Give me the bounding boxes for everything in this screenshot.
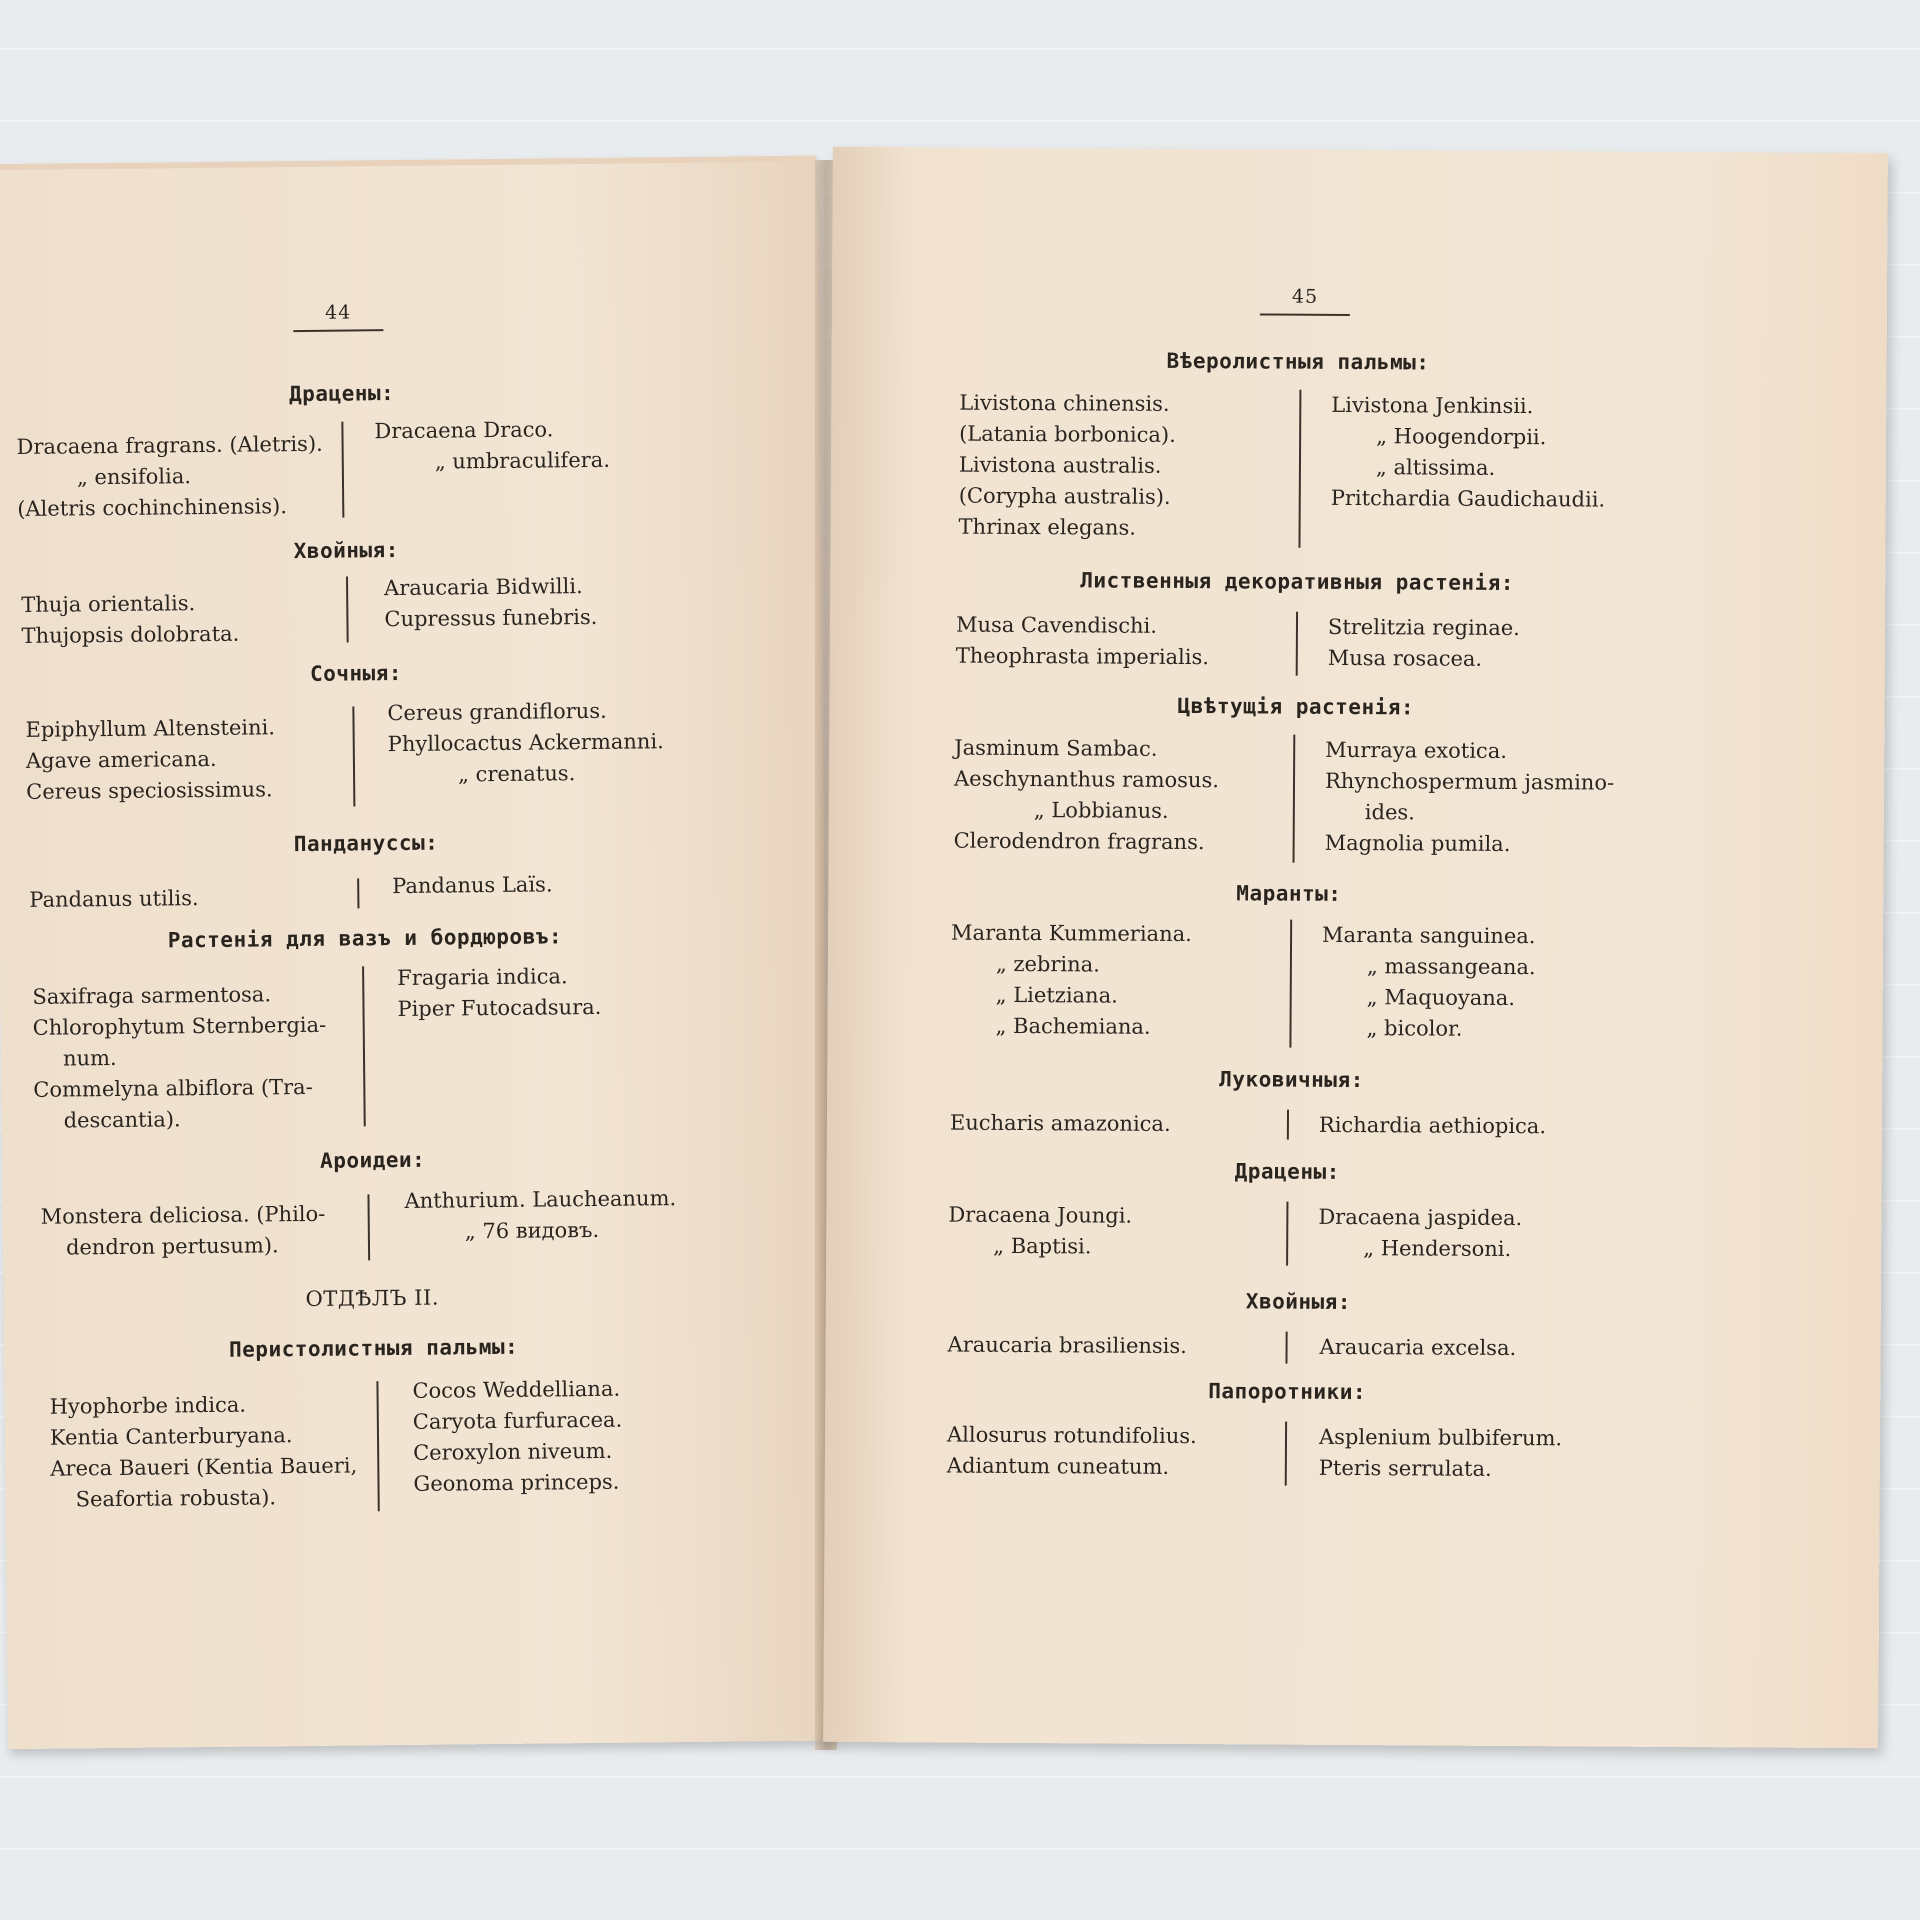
list-item: Agave americana. bbox=[25, 746, 217, 773]
list-item: ides. bbox=[1364, 800, 1415, 825]
column-right bbox=[1318, 1202, 1522, 1265]
list-item: Livistona chinensis. bbox=[959, 390, 1170, 416]
section-title: Пандануссы: bbox=[293, 830, 439, 857]
list-item: Allosurus rotundifolius. bbox=[946, 1422, 1197, 1449]
list-item: „ massangeana. bbox=[1366, 954, 1536, 980]
list-item: Ceroxylon niveum. bbox=[413, 1438, 613, 1465]
column-left bbox=[950, 918, 1192, 1043]
column-right bbox=[1331, 390, 1606, 516]
division-heading: ОТДѢЛЪ II. bbox=[305, 1285, 440, 1312]
list-item: Kentia Canterburyana. bbox=[49, 1423, 293, 1450]
list-item: Araucaria excelsa. bbox=[1319, 1334, 1517, 1361]
column-left bbox=[41, 1199, 326, 1264]
column-right bbox=[1321, 920, 1535, 1045]
list-item: Cereus speciosissimus. bbox=[26, 777, 273, 804]
list-item: „ bicolor. bbox=[1366, 1016, 1463, 1041]
list-item: Monstera deliciosa. (Philo- bbox=[40, 1201, 326, 1229]
list-item: num. bbox=[62, 1045, 117, 1071]
list-item: Dracaena jaspidea. bbox=[1318, 1204, 1523, 1231]
column-right bbox=[1325, 735, 1615, 861]
list-item: Pteris serrulata. bbox=[1318, 1455, 1492, 1481]
section-title: Лиственныя декоративныя растенія: bbox=[1080, 568, 1515, 596]
section-title: Драцены: bbox=[1234, 1159, 1340, 1184]
list-item: Epiphyllum Altensteini. bbox=[25, 715, 276, 742]
list-item: Theophrasta imperialis. bbox=[955, 643, 1210, 670]
list-item: Clerodendron fragrans. bbox=[953, 828, 1205, 855]
column-left bbox=[947, 1420, 1197, 1484]
column-left bbox=[947, 1330, 1186, 1362]
column-right bbox=[374, 414, 610, 478]
list-item: „ Baptisi. bbox=[993, 1233, 1092, 1259]
list-item: „ 76 видовъ. bbox=[464, 1217, 600, 1244]
column-right bbox=[1319, 1110, 1546, 1142]
list-item: Pandanus utilis. bbox=[29, 886, 199, 912]
list-item: „ altissima. bbox=[1375, 455, 1496, 480]
column-divider bbox=[1298, 390, 1301, 548]
column-left bbox=[16, 429, 323, 525]
list-item: Musa Cavendischi. bbox=[955, 612, 1158, 638]
list-item: „ Lobbianus. bbox=[1033, 798, 1169, 823]
column-divider bbox=[362, 966, 366, 1126]
column-right bbox=[397, 961, 602, 1025]
list-item: Pandanus Laïs. bbox=[392, 872, 553, 899]
list-item: Phyllocactus Ackermanni. bbox=[387, 729, 664, 757]
list-item: Chlorophytum Sternbergia- bbox=[32, 1012, 327, 1040]
section-title: Хвойныя: bbox=[1245, 1289, 1352, 1315]
list-item: „ Lietziana. bbox=[995, 982, 1118, 1008]
page-number: 45 bbox=[1260, 285, 1350, 316]
list-item: Strelitzia reginae. bbox=[1327, 614, 1520, 641]
column-left bbox=[25, 712, 275, 808]
list-item: Richardia aethiopica. bbox=[1318, 1112, 1547, 1139]
list-item: Anthurium. Laucheanum. bbox=[404, 1186, 677, 1213]
list-item: „ crenatus. bbox=[457, 761, 576, 787]
list-item: Maranta Kummeriana. bbox=[951, 920, 1192, 947]
list-item: Livistona australis. bbox=[958, 452, 1162, 478]
list-item: Asplenium bulbiferum. bbox=[1318, 1424, 1563, 1451]
list-item: (Latania borbonica). bbox=[959, 421, 1176, 447]
list-item: Geonoma princeps. bbox=[413, 1469, 620, 1496]
section-title: Сочныя: bbox=[309, 660, 403, 686]
list-item: Musa rosacea. bbox=[1327, 645, 1483, 671]
list-item: „ Bachemiana. bbox=[995, 1013, 1151, 1039]
section-title: Цвѣтущія растенія: bbox=[1177, 693, 1415, 720]
list-item: Pritchardia Gaudichaudii. bbox=[1330, 485, 1606, 512]
column-left bbox=[948, 1200, 1132, 1263]
list-item: Thujopsis dolobrata. bbox=[21, 621, 240, 648]
list-item: Jasminum Sambac. bbox=[954, 735, 1158, 761]
list-item: Maranta sanguinea. bbox=[1322, 922, 1536, 949]
list-item: Araucaria Bidwilli. bbox=[383, 574, 583, 601]
column-left bbox=[956, 610, 1210, 674]
list-item: Aeschynanthus ramosus. bbox=[953, 766, 1220, 793]
column-right bbox=[384, 571, 598, 635]
list-item: Dracaena fragrans. (Aletris). bbox=[16, 431, 323, 459]
list-item: Piper Futocadsura. bbox=[397, 994, 602, 1022]
list-item: Eucharis amazonica. bbox=[949, 1110, 1171, 1136]
list-item: Thrinax elegans. bbox=[958, 514, 1137, 540]
list-item: descantia). bbox=[63, 1107, 181, 1133]
list-item: „ Hoogendorpii. bbox=[1376, 424, 1547, 450]
list-item: Cocos Weddelliana. bbox=[412, 1376, 621, 1403]
column-divider bbox=[346, 577, 349, 643]
column-divider bbox=[1296, 612, 1298, 676]
list-item: „ zebrina. bbox=[995, 951, 1100, 977]
column-right bbox=[392, 869, 553, 902]
right-page bbox=[823, 147, 1888, 1748]
list-item: Livistona Jenkinsii. bbox=[1331, 392, 1534, 419]
column-right bbox=[412, 1374, 623, 1500]
list-item: Araucaria brasiliensis. bbox=[947, 1332, 1187, 1359]
page-number: 44 bbox=[293, 301, 383, 332]
section-title: Луковичныя: bbox=[1219, 1067, 1364, 1093]
list-item: Cereus grandiflorus. bbox=[387, 698, 607, 726]
column-right bbox=[1319, 1332, 1516, 1364]
section-title: Растенія для вазъ и бордюровъ: bbox=[167, 924, 563, 953]
list-item: „ ensifolia. bbox=[76, 464, 192, 490]
list-item: Hyophorbe indica. bbox=[49, 1392, 247, 1419]
list-item: Saxifraga sarmentosa. bbox=[32, 982, 272, 1009]
column-right bbox=[404, 1183, 676, 1248]
list-item: (Aletris cochinchinensis). bbox=[17, 494, 288, 521]
list-item: Fragaria indica. bbox=[397, 964, 568, 991]
section-title: Маранты: bbox=[1236, 881, 1342, 906]
column-divider bbox=[1285, 1422, 1287, 1486]
list-item: Cupressus funebris. bbox=[384, 604, 598, 632]
section-title: Хвойныя: bbox=[293, 537, 399, 564]
left-page bbox=[0, 156, 833, 1750]
column-left bbox=[29, 883, 199, 916]
list-item: „ Maquoyana. bbox=[1366, 985, 1516, 1011]
column-divider bbox=[357, 878, 359, 908]
section-title: Ароидеи: bbox=[319, 1147, 426, 1173]
column-divider bbox=[1289, 920, 1292, 1048]
list-item: Thuja orientalis. bbox=[21, 591, 196, 617]
section-title: Перистолистныя пальмы: bbox=[228, 1334, 519, 1362]
list-item: Dracaena Draco. bbox=[374, 417, 554, 444]
list-item: Rhynchospermum jasmino- bbox=[1324, 768, 1615, 795]
list-item: Murraya exotica. bbox=[1325, 737, 1508, 763]
column-divider bbox=[1293, 735, 1296, 863]
list-item: (Corypha australis). bbox=[958, 483, 1171, 509]
section-title: Драцены: bbox=[288, 381, 395, 407]
column-left bbox=[958, 388, 1176, 544]
column-right bbox=[387, 695, 664, 791]
column-right bbox=[1319, 1422, 1562, 1485]
list-item: Commelyna albiflora (Tra- bbox=[33, 1074, 313, 1102]
column-divider bbox=[1285, 1332, 1287, 1364]
column-divider bbox=[1287, 1110, 1289, 1140]
list-item: „ umbraculifera. bbox=[434, 447, 611, 474]
column-divider bbox=[352, 706, 355, 806]
list-item: Magnolia pumila. bbox=[1324, 830, 1511, 856]
list-item: Adiantum cuneatum. bbox=[946, 1453, 1170, 1479]
column-left bbox=[32, 979, 327, 1137]
list-item: „ Hendersoni. bbox=[1363, 1236, 1512, 1262]
section-title: Вѣеролистныя пальмы: bbox=[1166, 348, 1430, 375]
list-item: dendron pertusum). bbox=[65, 1233, 279, 1260]
column-divider bbox=[1286, 1202, 1288, 1266]
list-item: Caryota furfuracea. bbox=[412, 1407, 623, 1434]
column-left bbox=[950, 1108, 1171, 1140]
column-right bbox=[1328, 612, 1520, 675]
list-item: Seafortia robusta). bbox=[75, 1485, 277, 1512]
column-divider bbox=[341, 422, 344, 518]
list-item: Areca Baueri (Kentia Baueri, bbox=[50, 1453, 358, 1481]
column-divider bbox=[376, 1381, 379, 1511]
list-item: Dracaena Joungi. bbox=[948, 1202, 1133, 1228]
column-left bbox=[21, 588, 239, 652]
column-divider bbox=[367, 1194, 370, 1260]
column-left bbox=[954, 733, 1220, 859]
column-left bbox=[50, 1388, 358, 1515]
section-title: Папоротники: bbox=[1208, 1379, 1367, 1405]
